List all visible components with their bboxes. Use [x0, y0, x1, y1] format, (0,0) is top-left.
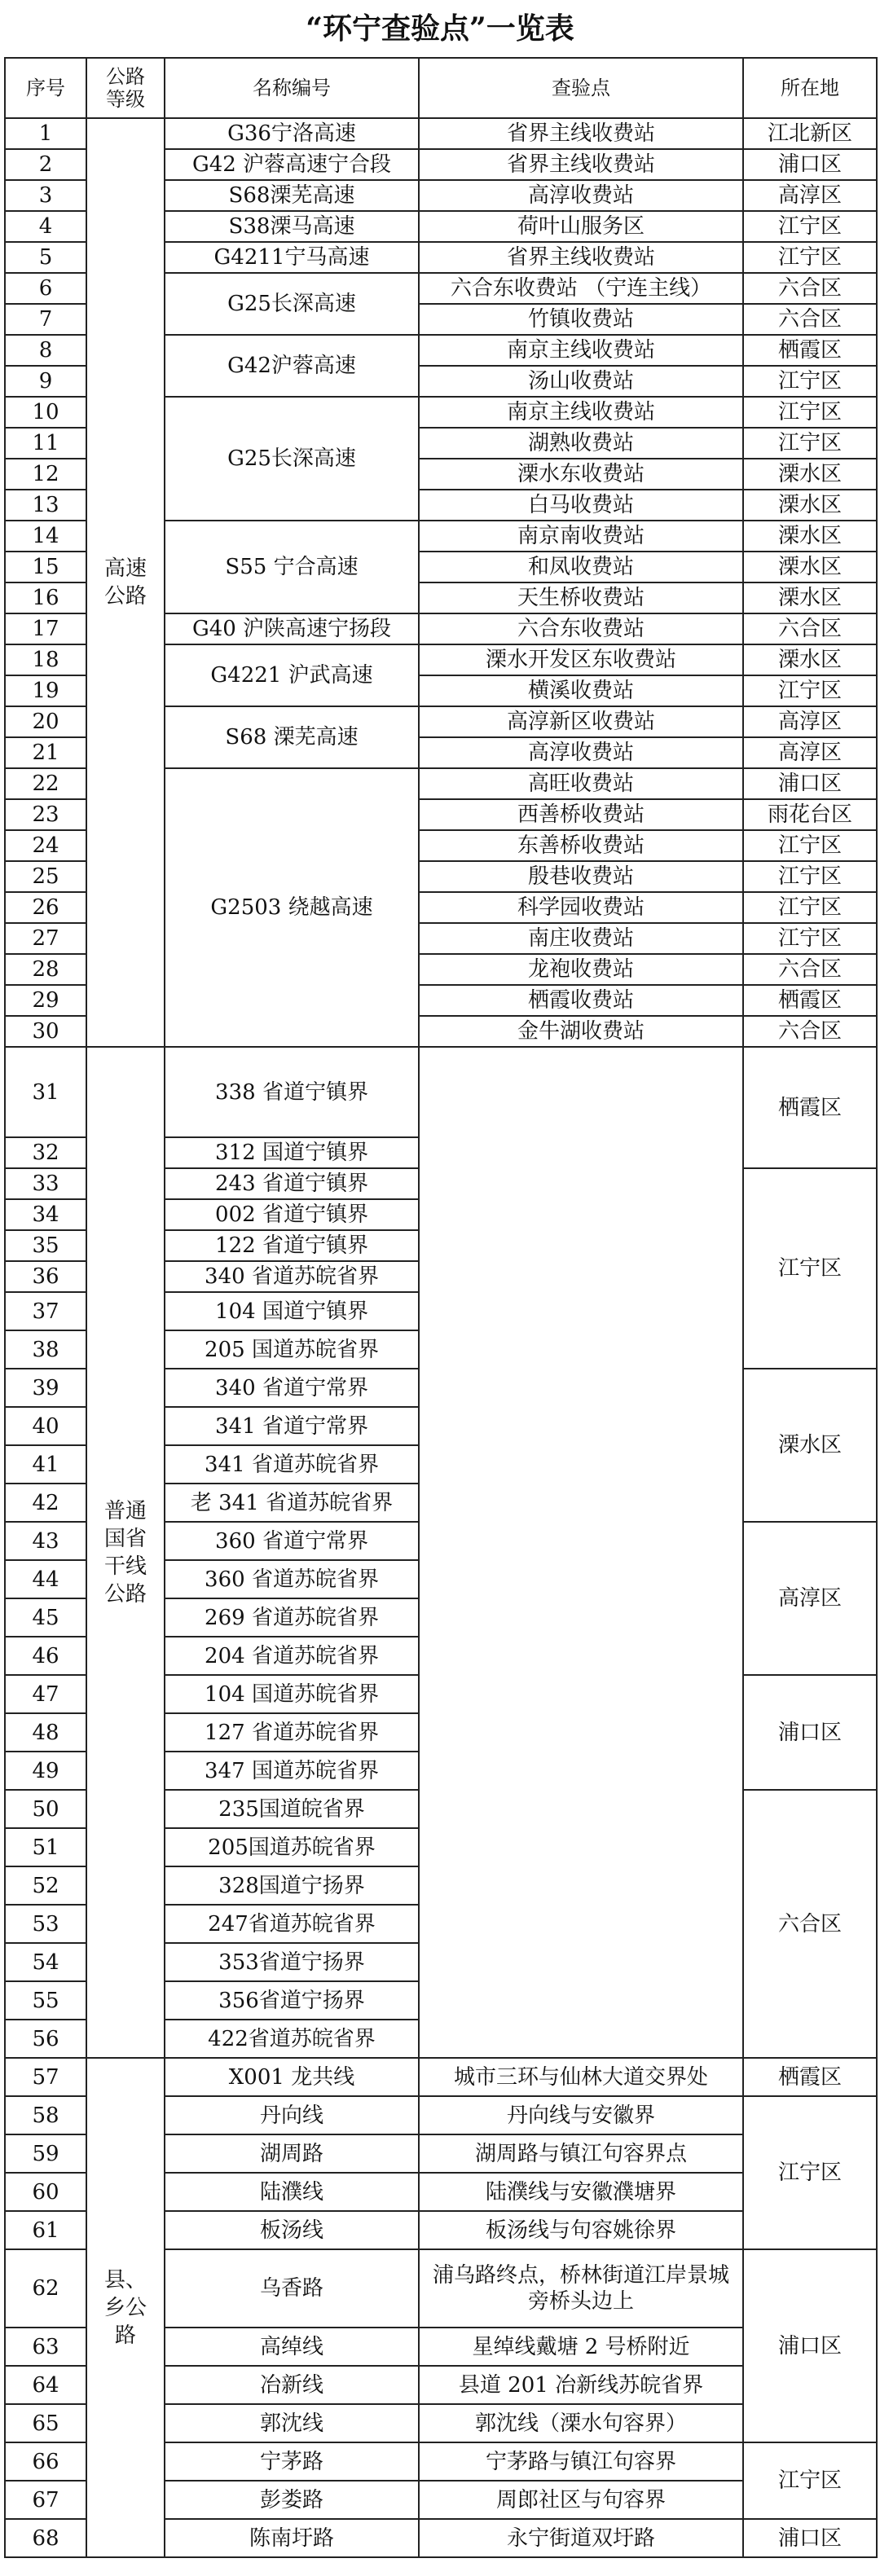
checkpoint-cell: 湖熟收费站 — [419, 428, 743, 459]
checkpoint-cell: 高淳收费站 — [419, 737, 743, 768]
road-name-cell: 104 国道苏皖省界 — [165, 1675, 419, 1713]
district-cell: 浦口区 — [743, 149, 877, 180]
road-name-cell: 243 省道宁镇界 — [165, 1168, 419, 1199]
seq-cell: 36 — [5, 1261, 86, 1292]
road-name-cell: 356省道宁扬界 — [165, 1981, 419, 2020]
seq-cell: 68 — [5, 2519, 86, 2557]
seq-cell: 52 — [5, 1866, 86, 1905]
checkpoint-cell: 六合东收费站 （宁连主线） — [419, 273, 743, 304]
road-name-cell: G2503 绕越高速 — [165, 768, 419, 1047]
road-name-cell: 247省道苏皖省界 — [165, 1905, 419, 1943]
seq-cell: 32 — [5, 1137, 86, 1168]
seq-cell: 53 — [5, 1905, 86, 1943]
road-name-cell: 冶新线 — [165, 2366, 419, 2404]
district-cell: 溧水区 — [743, 459, 877, 490]
road-name-cell: S68 溧芜高速 — [165, 706, 419, 768]
road-name-cell: G42 沪蓉高速宁合段 — [165, 149, 419, 180]
seq-cell: 21 — [5, 737, 86, 768]
seq-cell: 56 — [5, 2020, 86, 2058]
checkpoint-cell: 南京主线收费站 — [419, 397, 743, 428]
seq-cell: 8 — [5, 335, 86, 366]
district-cell: 江宁区 — [743, 892, 877, 923]
checkpoint-cell: 周郎社区与句容界 — [419, 2481, 743, 2519]
seq-cell: 31 — [5, 1047, 86, 1137]
district-cell: 溧水区 — [743, 490, 877, 521]
seq-cell: 2 — [5, 149, 86, 180]
checkpoint-cell: 湖周路与镇江句容界点 — [419, 2134, 743, 2173]
seq-cell: 42 — [5, 1484, 86, 1522]
road-name-cell: 104 国道宁镇界 — [165, 1292, 419, 1330]
road-name-cell: G42沪蓉高速 — [165, 335, 419, 397]
table-row — [5, 118, 877, 149]
district-cell: 浦口区 — [743, 768, 877, 799]
seq-cell: 37 — [5, 1292, 86, 1330]
checkpoint-cell: 栖霞收费站 — [419, 985, 743, 1016]
road-name-cell: 422省道苏皖省界 — [165, 2020, 419, 2058]
seq-cell: 44 — [5, 1560, 86, 1598]
checkpoint-cell: 和凤收费站 — [419, 552, 743, 582]
district-cell: 溧水区 — [743, 521, 877, 552]
district-cell: 江宁区 — [743, 675, 877, 706]
district-cell: 栖霞区 — [743, 2058, 877, 2096]
header-grade: 公路等级 — [86, 58, 165, 118]
checkpoint-cell: 天生桥收费站 — [419, 582, 743, 613]
road-name-cell: 360 省道苏皖省界 — [165, 1560, 419, 1598]
checkpoint-cell: 陆濮线与安徽濮塘界 — [419, 2173, 743, 2211]
road-grade-cell: 高速公路 — [86, 118, 165, 1047]
road-name-cell: 丹向线 — [165, 2096, 419, 2134]
road-name-cell: G25长深高速 — [165, 273, 419, 335]
checkpoint-cell: 南庄收费站 — [419, 923, 743, 954]
seq-cell: 59 — [5, 2134, 86, 2173]
district-cell: 高淳区 — [743, 1522, 877, 1675]
district-cell: 江宁区 — [743, 242, 877, 273]
district-cell: 六合区 — [743, 613, 877, 644]
checkpoint-cell: 高旺收费站 — [419, 768, 743, 799]
district-cell: 溧水区 — [743, 644, 877, 675]
seq-cell: 62 — [5, 2249, 86, 2328]
seq-cell: 19 — [5, 675, 86, 706]
road-grade-cell: 县、乡公路 — [86, 2058, 165, 2557]
district-cell: 六合区 — [743, 273, 877, 304]
seq-cell: 41 — [5, 1445, 86, 1484]
road-name-cell: 338 省道宁镇界 — [165, 1047, 419, 1137]
seq-cell: 47 — [5, 1675, 86, 1713]
district-cell: 六合区 — [743, 304, 877, 335]
seq-cell: 34 — [5, 1199, 86, 1230]
road-name-cell: 205国道苏皖省界 — [165, 1828, 419, 1866]
seq-cell: 5 — [5, 242, 86, 273]
road-name-cell: 340 省道苏皖省界 — [165, 1261, 419, 1292]
district-cell: 江宁区 — [743, 861, 877, 892]
road-name-cell: 269 省道苏皖省界 — [165, 1598, 419, 1637]
district-cell: 溧水区 — [743, 552, 877, 582]
district-cell: 江宁区 — [743, 211, 877, 242]
seq-cell: 23 — [5, 799, 86, 830]
road-name-cell: X001 龙共线 — [165, 2058, 419, 2096]
page-title: “环宁查验点”一览表 — [306, 11, 574, 46]
checkpoint-cell: 星绰线戴塘 2 号桥附近 — [419, 2328, 743, 2366]
road-name-cell: G25长深高速 — [165, 397, 419, 521]
seq-cell: 12 — [5, 459, 86, 490]
seq-cell: 10 — [5, 397, 86, 428]
seq-cell: 9 — [5, 366, 86, 397]
district-cell: 江宁区 — [743, 2096, 877, 2249]
seq-cell: 40 — [5, 1407, 86, 1445]
district-cell: 六合区 — [743, 1016, 877, 1047]
seq-cell: 27 — [5, 923, 86, 954]
checkpoint-cell: 竹镇收费站 — [419, 304, 743, 335]
seq-cell: 49 — [5, 1752, 86, 1790]
district-cell: 江宁区 — [743, 428, 877, 459]
road-name-cell: 陈南圩路 — [165, 2519, 419, 2557]
checkpoint-cell: 殷巷收费站 — [419, 861, 743, 892]
seq-cell: 30 — [5, 1016, 86, 1047]
table-row — [5, 2058, 877, 2096]
seq-cell: 67 — [5, 2481, 86, 2519]
seq-cell: 66 — [5, 2442, 86, 2481]
road-name-cell: G36宁洛高速 — [165, 118, 419, 149]
seq-cell: 18 — [5, 644, 86, 675]
district-cell: 江宁区 — [743, 830, 877, 861]
district-cell: 高淳区 — [743, 180, 877, 211]
checkpoint-cell: 丹向线与安徽界 — [419, 2096, 743, 2134]
seq-cell: 54 — [5, 1943, 86, 1981]
road-name-cell: 204 省道苏皖省界 — [165, 1637, 419, 1675]
seq-cell: 29 — [5, 985, 86, 1016]
road-name-cell: 205 国道苏皖省界 — [165, 1330, 419, 1369]
seq-cell: 13 — [5, 490, 86, 521]
district-cell: 高淳区 — [743, 706, 877, 737]
header-name: 名称编号 — [165, 58, 419, 118]
seq-cell: 64 — [5, 2366, 86, 2404]
district-cell: 溧水区 — [743, 582, 877, 613]
checkpoint-cell: 科学园收费站 — [419, 892, 743, 923]
seq-cell: 25 — [5, 861, 86, 892]
road-name-cell: 彭娄路 — [165, 2481, 419, 2519]
seq-cell: 24 — [5, 830, 86, 861]
checkpoint-cell: 西善桥收费站 — [419, 799, 743, 830]
road-name-cell: 高绰线 — [165, 2328, 419, 2366]
road-name-cell: 122 省道宁镇界 — [165, 1230, 419, 1261]
checkpoint-cell: 高淳收费站 — [419, 180, 743, 211]
seq-cell: 11 — [5, 428, 86, 459]
road-name-cell: 347 国道苏皖省界 — [165, 1752, 419, 1790]
seq-cell: 60 — [5, 2173, 86, 2211]
checkpoint-cell: 溧水东收费站 — [419, 459, 743, 490]
road-name-cell: G4211宁马高速 — [165, 242, 419, 273]
district-cell: 浦口区 — [743, 1675, 877, 1790]
road-name-cell: 127 省道苏皖省界 — [165, 1713, 419, 1752]
checkpoint-cell: 东善桥收费站 — [419, 830, 743, 861]
district-cell: 六合区 — [743, 1790, 877, 2058]
road-name-cell: 353省道宁扬界 — [165, 1943, 419, 1981]
district-cell: 江宁区 — [743, 397, 877, 428]
road-name-cell: 328国道宁扬界 — [165, 1866, 419, 1905]
road-name-cell: G40 沪陕高速宁扬段 — [165, 613, 419, 644]
road-name-cell: 乌香路 — [165, 2249, 419, 2328]
road-name-cell: 郭沈线 — [165, 2404, 419, 2442]
checkpoint-cell: 南京主线收费站 — [419, 335, 743, 366]
seq-cell: 4 — [5, 211, 86, 242]
seq-cell: 57 — [5, 2058, 86, 2096]
seq-cell: 1 — [5, 118, 86, 149]
seq-cell: 48 — [5, 1713, 86, 1752]
seq-cell: 63 — [5, 2328, 86, 2366]
checkpoint-cell: 高淳新区收费站 — [419, 706, 743, 737]
district-cell: 溧水区 — [743, 1369, 877, 1522]
header-seq: 序号 — [5, 58, 86, 118]
seq-cell: 43 — [5, 1522, 86, 1560]
seq-cell: 22 — [5, 768, 86, 799]
seq-cell: 3 — [5, 180, 86, 211]
seq-cell: 20 — [5, 706, 86, 737]
seq-cell: 33 — [5, 1168, 86, 1199]
seq-cell: 6 — [5, 273, 86, 304]
road-grade-cell: 普通国省干线公路 — [86, 1047, 165, 2058]
seq-cell: 7 — [5, 304, 86, 335]
seq-cell: 45 — [5, 1598, 86, 1637]
checkpoint-cell: 金牛湖收费站 — [419, 1016, 743, 1047]
checkpoint-cell: 横溪收费站 — [419, 675, 743, 706]
road-name-cell: 340 省道宁常界 — [165, 1369, 419, 1407]
district-cell: 栖霞区 — [743, 335, 877, 366]
district-cell: 浦口区 — [743, 2249, 877, 2442]
road-name-cell: 341 省道苏皖省界 — [165, 1445, 419, 1484]
checkpoint-cell: 南京南收费站 — [419, 521, 743, 552]
seq-cell: 38 — [5, 1330, 86, 1369]
checkpoint-cell: 郭沈线（溧水句容界） — [419, 2404, 743, 2442]
seq-cell: 61 — [5, 2211, 86, 2249]
district-cell: 江宁区 — [743, 1168, 877, 1369]
road-name-cell: S68溧芜高速 — [165, 180, 419, 211]
seq-cell: 14 — [5, 521, 86, 552]
seq-cell: 46 — [5, 1637, 86, 1675]
district-cell: 江宁区 — [743, 2442, 877, 2519]
seq-cell: 50 — [5, 1790, 86, 1828]
road-name-cell: 341 省道宁常界 — [165, 1407, 419, 1445]
road-name-cell: 板汤线 — [165, 2211, 419, 2249]
district-cell: 江北新区 — [743, 118, 877, 149]
seq-cell: 65 — [5, 2404, 86, 2442]
checkpoint-cell: 县道 201 冶新线苏皖省界 — [419, 2366, 743, 2404]
checkpoint-cell: 省界主线收费站 — [419, 118, 743, 149]
checkpoint-cell: 六合东收费站 — [419, 613, 743, 644]
road-name-cell: G4221 沪武高速 — [165, 644, 419, 706]
checkpoint-cell: 龙袍收费站 — [419, 954, 743, 985]
road-name-cell: 360 省道宁常界 — [165, 1522, 419, 1560]
district-cell: 江宁区 — [743, 923, 877, 954]
header-row — [5, 58, 877, 118]
seq-cell: 15 — [5, 552, 86, 582]
road-name-cell: 老 341 省道苏皖省界 — [165, 1484, 419, 1522]
checkpoint-cell: 板汤线与句容姚徐界 — [419, 2211, 743, 2249]
checkpoint-cell: 永宁街道双圩路 — [419, 2519, 743, 2557]
district-cell: 雨花台区 — [743, 799, 877, 830]
seq-cell: 58 — [5, 2096, 86, 2134]
checkpoint-cell: 汤山收费站 — [419, 366, 743, 397]
district-cell: 六合区 — [743, 954, 877, 985]
seq-cell: 51 — [5, 1828, 86, 1866]
checkpoint-cell — [419, 1047, 743, 2058]
road-name-cell: 湖周路 — [165, 2134, 419, 2173]
district-cell: 高淳区 — [743, 737, 877, 768]
seq-cell: 35 — [5, 1230, 86, 1261]
seq-cell: 55 — [5, 1981, 86, 2020]
road-name-cell: 312 国道宁镇界 — [165, 1137, 419, 1168]
checkpoint-cell: 白马收费站 — [419, 490, 743, 521]
checkpoint-table — [4, 57, 878, 2558]
seq-cell: 16 — [5, 582, 86, 613]
road-name-cell: 235国道皖省界 — [165, 1790, 419, 1828]
district-cell: 江宁区 — [743, 366, 877, 397]
header-district: 所在地 — [743, 58, 877, 118]
checkpoint-cell: 省界主线收费站 — [419, 149, 743, 180]
seq-cell: 26 — [5, 892, 86, 923]
district-cell: 栖霞区 — [743, 1047, 877, 1168]
road-name-cell: S38溧马高速 — [165, 211, 419, 242]
road-name-cell: 陆濮线 — [165, 2173, 419, 2211]
table-row — [5, 1047, 877, 1137]
seq-cell: 17 — [5, 613, 86, 644]
checkpoint-cell: 省界主线收费站 — [419, 242, 743, 273]
checkpoint-cell: 荷叶山服务区 — [419, 211, 743, 242]
seq-cell: 39 — [5, 1369, 86, 1407]
header-point: 查验点 — [419, 58, 743, 118]
checkpoint-cell: 宁茅路与镇江句容界 — [419, 2442, 743, 2481]
district-cell: 栖霞区 — [743, 985, 877, 1016]
checkpoint-cell: 溧水开发区东收费站 — [419, 644, 743, 675]
road-name-cell: 宁茅路 — [165, 2442, 419, 2481]
seq-cell: 28 — [5, 954, 86, 985]
district-cell: 浦口区 — [743, 2519, 877, 2557]
checkpoint-cell: 城市三环与仙林大道交界处 — [419, 2058, 743, 2096]
checkpoint-cell: 浦乌路终点，桥林街道江岸景城旁桥头边上 — [419, 2249, 743, 2328]
road-name-cell: S55 宁合高速 — [165, 521, 419, 613]
road-name-cell: 002 省道宁镇界 — [165, 1199, 419, 1230]
